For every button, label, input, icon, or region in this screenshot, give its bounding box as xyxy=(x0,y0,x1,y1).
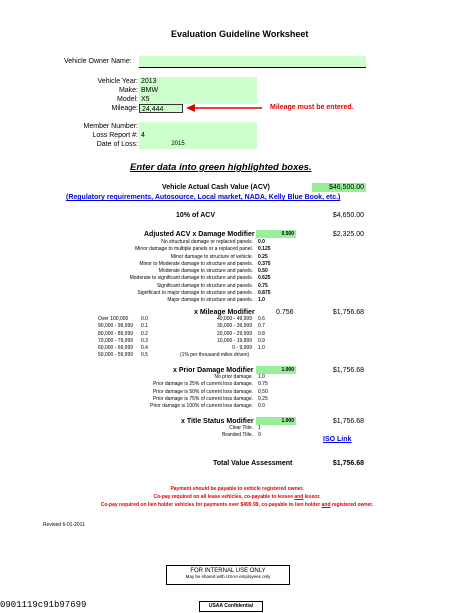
instruction-text: Enter data into green highlighted boxes. xyxy=(130,162,312,173)
date-of-loss-field[interactable]: 2015 xyxy=(139,140,257,149)
mileage-note: (1% per thousand miles driven) xyxy=(180,352,250,358)
vehicle-year-field[interactable]: 2013 xyxy=(139,77,257,86)
mileage-modifier-amount: $1,756.68 xyxy=(332,309,364,316)
mileage-modifier-label: x Mileage Modifier xyxy=(194,309,255,316)
mileage-warning: Mileage must be entered. xyxy=(270,104,354,111)
mileage-modifier-value: 0.756 xyxy=(276,309,294,316)
damage-descriptions: No structural damage or replaced panels. Minor damage to multiple panels or a replaced panel. Minor damage to structure of vehicle. Minor to Moderate damage to structure and panels. Moderate damage to structure and panels. Moderate to significant damage to structure and panels. Significant damage to structure and panels. Significant to major damage to structure and panels. Major damage to structure and panels. xyxy=(129,239,253,304)
vehicle-year-label: Vehicle Year: xyxy=(97,78,138,85)
prior-descriptions: No prior damage. Prior damage is 25% of current loss damage. Prior damage is 50% of current loss damage. Prior damage is 75% of current loss damage. Prior damage is 100% of current loss damage. xyxy=(150,374,253,410)
total-value: $1,756.68 xyxy=(332,460,364,467)
prior-values: 1.0 0.75 0.50 0.25 0.0 xyxy=(258,374,268,410)
make-label: Make: xyxy=(118,87,138,94)
prior-damage-value: $1,756.68 xyxy=(332,367,364,374)
arrow-left-icon xyxy=(186,103,264,113)
model-field[interactable]: X5 xyxy=(139,95,257,104)
ten-percent-label: 10% of ACV xyxy=(176,212,216,219)
internal-use-line: FOR INTERNAL USE ONLY xyxy=(190,568,266,574)
document-id: 0901119c91b97699 xyxy=(0,600,87,610)
damage-value: $2,325.00 xyxy=(332,231,364,238)
mileage-values-left: 0.0 0.1 0.2 0.3 0.4 0.5 xyxy=(141,316,148,359)
damage-modifier-label: Adjusted ACV x Damage Modifier xyxy=(144,231,255,238)
member-number-field[interactable] xyxy=(139,122,257,131)
mileage-values-right: 0.6 0.7 0.8 0.9 1.0 xyxy=(258,316,265,352)
title-values: 1 0 xyxy=(258,425,261,439)
acv-label: Vehicle Actual Cash Value (ACV) xyxy=(162,184,270,191)
iso-link[interactable]: ISO Link xyxy=(323,436,352,443)
payment-note: Payment should be payable to vehicle registered owner. xyxy=(170,486,304,492)
lien-note: Co-pay required on lien holder vehicles for payments over $499.99, co-payable to lien holder and registered owner. xyxy=(100,502,374,508)
page-title: Evaluation Guideline Worksheet xyxy=(171,29,309,39)
damage-values: 0.0 0.125 0.25 0.375 0.50 0.625 0.75 0.875 1.0 xyxy=(258,239,271,304)
owner-label: Vehicle Owner Name: xyxy=(64,58,132,65)
acv-field[interactable]: $46,500.00 xyxy=(312,183,366,192)
lease-note: Co-pay required on all lease vehicles, co-payable to lessee and lessor. xyxy=(153,494,321,500)
title-status-field[interactable]: 1.000 xyxy=(256,417,296,425)
ten-percent-value: $4,650.00 xyxy=(332,212,364,219)
member-number-label: Member Number: xyxy=(83,123,138,130)
internal-use-subline: May be shared with USAA employees only xyxy=(185,574,271,579)
revised-date: Revised 6-01-2011 xyxy=(43,522,85,528)
title-status-label: x Title Status Modifier xyxy=(181,418,254,425)
make-field[interactable]: BMW xyxy=(139,86,257,95)
regulatory-link[interactable]: (Regulatory requirements, Autosource, Local market, NADA, Kelly Blue Book, etc.) xyxy=(66,194,341,201)
damage-modifier-field[interactable]: 0.500 xyxy=(256,230,296,238)
title-status-value: $1,756.68 xyxy=(332,418,364,425)
prior-damage-label: x Prior Damage Modifier xyxy=(173,367,254,374)
prior-damage-field[interactable]: 1.000 xyxy=(256,366,296,374)
total-label: Total Value Assessment xyxy=(213,460,293,467)
mileage-ranges-right: 40,000 - 49,999 30,000 - 39,999 20,000 - 29,999 10,000 - 19,999 0 - 9,999 xyxy=(216,316,252,352)
loss-report-field[interactable]: 4 xyxy=(139,131,257,140)
model-label: Model: xyxy=(116,96,138,103)
date-of-loss-label: Date of Loss: xyxy=(96,141,138,148)
loss-report-label: Loss Report #: xyxy=(92,132,138,139)
internal-use-box xyxy=(166,565,290,585)
owner-name-field[interactable] xyxy=(139,56,366,68)
confidential-badge: USAA Confidential xyxy=(199,601,263,612)
mileage-ranges-left: Over 100,000 90,000 - 99,999 80,000 - 89,999 70,000 - 79,999 60,000 - 69,999 50,000 - 59,999 xyxy=(98,316,134,359)
mileage-field[interactable]: 24,444 xyxy=(139,104,183,113)
title-descriptions: Clear Title. Branded Title. xyxy=(222,425,253,439)
mileage-label: Mileage: xyxy=(111,105,138,112)
